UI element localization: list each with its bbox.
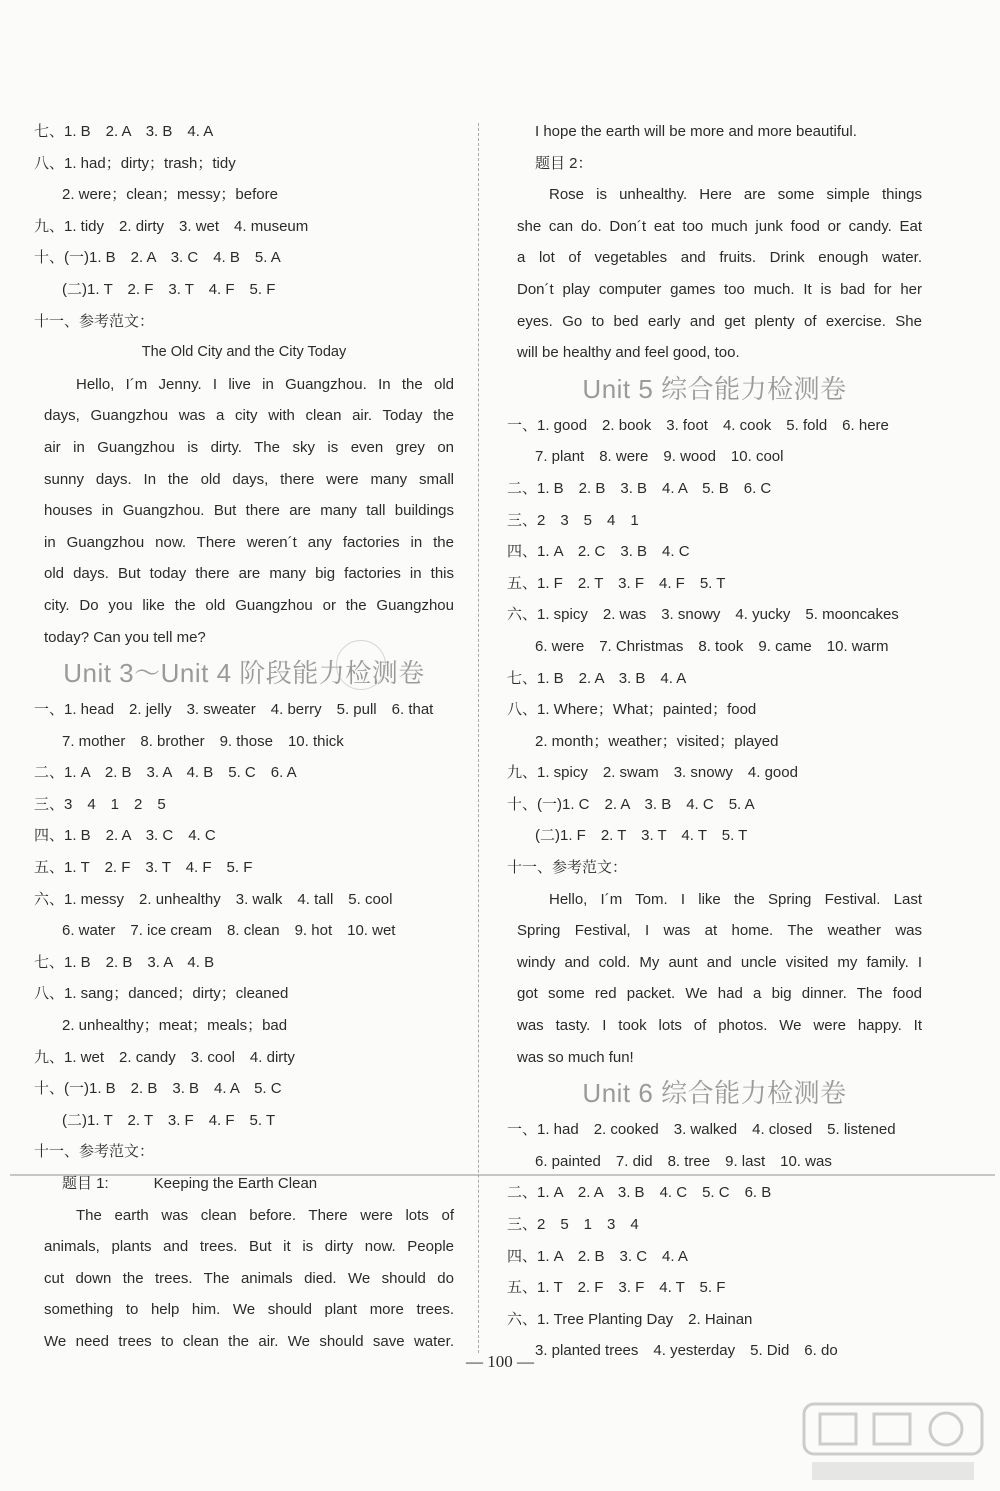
answer-line: 2. unhealthy；meat；meals；bad bbox=[62, 1017, 288, 1035]
answer-line: 四、1. A 2. B 3. C 4. A bbox=[507, 1247, 688, 1265]
answer-line: 一、1. good 2. book 3. foot 4. cook 5. fold 6. here bbox=[507, 416, 889, 434]
answer-line: 6. were 7. Christmas 8. took 9. came 10. warm bbox=[535, 637, 889, 655]
section-heading: Unit 3～Unit 4 阶段能力检测卷 bbox=[63, 658, 425, 689]
answer-line: I hope the earth will be more and more beautiful. bbox=[535, 123, 857, 140]
section-heading: Unit 5 综合能力检测卷 bbox=[582, 373, 847, 404]
answer-line: 七、1. B 2. B 3. A 4. B bbox=[34, 953, 215, 971]
right-column bbox=[507, 116, 922, 1367]
answer-line: 三、2 3 5 4 1 bbox=[507, 511, 639, 529]
essay-paragraph bbox=[34, 1200, 454, 1358]
answer-line: 十、(一)1. C 2. A 3. B 4. C 5. A bbox=[507, 795, 755, 813]
paragraph-line: animals, plants and trees. But it is dirty now. People bbox=[44, 1238, 454, 1256]
column-divider bbox=[478, 123, 479, 1353]
answer-line: 题目 1: Keeping the Earth Clean bbox=[62, 1175, 318, 1192]
essay-paragraph bbox=[34, 369, 454, 653]
answer-line: (二)1. T 2. T 3. F 4. F 5. T bbox=[62, 1111, 276, 1129]
paragraph-line: air in Guangzhou is dirty. The sky is even grey on bbox=[44, 438, 454, 456]
paragraph-line: We need trees to clean the air. We should save water. bbox=[44, 1332, 454, 1350]
answer-line: 十、(一)1. B 2. B 3. B 4. A 5. C bbox=[34, 1080, 282, 1098]
paragraph-line: Don´t play computer games too much. It is bad for her bbox=[517, 280, 922, 298]
answer-line: 九、1. tidy 2. dirty 3. wet 4. museum bbox=[34, 217, 309, 235]
paragraph-line: sunny days. In the old days, there were many small bbox=[44, 470, 454, 488]
paragraph-line: was tasty. I took lots of photos. We were happy. It bbox=[517, 1017, 922, 1035]
answer-line: 六、1. messy 2. unhealthy 3. walk 4. tall 5. cool bbox=[34, 890, 393, 908]
paragraph-line: Rose is unhealthy. Here are some simple things bbox=[549, 186, 922, 204]
answer-line: 一、1. had 2. cooked 3. walked 4. closed 5. listened bbox=[507, 1121, 896, 1139]
paragraph-line: she can do. Don´t eat too much junk food or candy. Eat bbox=[517, 217, 922, 235]
paragraph-line: got some red packet. We had a big dinner. The food bbox=[517, 985, 922, 1003]
answer-line: 二、1. B 2. B 3. B 4. A 5. B 6. C bbox=[507, 479, 772, 497]
answer-line: 三、3 4 1 2 5 bbox=[34, 795, 166, 813]
answer-line: 2. month；weather；visited；played bbox=[535, 732, 779, 750]
answer-line: 二、1. A 2. A 3. B 4. C 5. C 6. B bbox=[507, 1184, 772, 1202]
page-number: — 100 — bbox=[466, 1352, 534, 1371]
left-column bbox=[34, 116, 454, 1358]
paragraph-line: city. Do you like the old Guangzhou or the Guangzhou bbox=[44, 596, 454, 614]
answer-line: 3. planted trees 4. yesterday 5. Did 6. do bbox=[535, 1342, 838, 1360]
answer-line: 五、1. T 2. F 3. T 4. F 5. F bbox=[34, 859, 253, 877]
answer-line: 五、1. F 2. T 3. F 4. F 5. T bbox=[507, 574, 726, 592]
paragraph-line: was so much fun! bbox=[517, 1048, 634, 1066]
answer-line: 三、2 5 1 3 4 bbox=[507, 1216, 639, 1233]
essay-paragraph bbox=[507, 884, 922, 1074]
paragraph-line: cut down the trees. The animals died. We should do bbox=[44, 1269, 454, 1287]
answer-line: 六、1. spicy 2. was 3. snowy 4. yucky 5. mooncakes bbox=[507, 606, 899, 624]
answer-line: 六、1. Tree Planting Day 2. Hainan bbox=[507, 1310, 753, 1328]
answer-line: 五、1. T 2. F 3. F 4. T 5. F bbox=[507, 1279, 726, 1297]
answer-line: 八、1. had；dirty；trash；tidy bbox=[34, 154, 236, 172]
answer-line: 二、1. A 2. B 3. A 4. B 5. C 6. A bbox=[34, 764, 297, 782]
watermark-logo bbox=[798, 1400, 988, 1490]
answer-line: 四、1. B 2. A 3. C 4. C bbox=[34, 827, 216, 845]
answer-line: 九、1. spicy 2. swam 3. snowy 4. good bbox=[507, 764, 798, 782]
answer-line: 八、1. sang；danced；dirty；cleaned bbox=[34, 985, 289, 1003]
answer-line: 6. painted 7. did 8. tree 9. last 10. was bbox=[535, 1152, 832, 1170]
answer-line: 题目 2： bbox=[535, 154, 593, 172]
paragraph-line: will be healthy and feel good, too. bbox=[517, 344, 740, 362]
answer-line: 一、1. head 2. jelly 3. sweater 4. berry 5. pull 6. that bbox=[34, 701, 434, 719]
answer-line: 6. water 7. ice cream 8. clean 9. hot 10. wet bbox=[62, 922, 396, 940]
answer-line: 七、1. B 2. A 3. B 4. A bbox=[507, 669, 687, 687]
answer-line: 四、1. A 2. C 3. B 4. C bbox=[507, 543, 690, 561]
paragraph-line: old days. But today there are many big factories in this bbox=[44, 565, 454, 583]
paragraph-line: in Guangzhou now. There weren´t any factories in the bbox=[44, 533, 454, 551]
answer-line: 十、(一)1. B 2. A 3. C 4. B 5. A bbox=[34, 249, 281, 267]
paragraph-line: Spring Festival, I was at home. The weather was bbox=[517, 922, 922, 940]
answer-line: 2. were；clean；messy；before bbox=[62, 186, 278, 204]
answer-line: 7. mother 8. brother 9. those 10. thick bbox=[62, 732, 344, 750]
paragraph-line: Hello, I´m Tom. I like the Spring Festival. Last bbox=[549, 890, 922, 908]
paragraph-line: The earth was clean before. There were lots of bbox=[76, 1206, 454, 1224]
paragraph-line: eyes. Go to bed early and get plenty of exercise. She bbox=[517, 312, 922, 330]
paragraph-line: something to help him. We should plant more trees. bbox=[44, 1301, 454, 1319]
paragraph-line: days, Guangzhou was a city with clean air. Today the bbox=[44, 407, 454, 425]
paragraph-line: windy and cold. My aunt and uncle visited my family. I bbox=[517, 953, 922, 971]
answer-line: 7. plant 8. were 9. wood 10. cool bbox=[535, 448, 784, 466]
answer-line: 九、1. wet 2. candy 3. cool 4. dirty bbox=[34, 1048, 295, 1066]
paragraph-line: houses in Guangzhou. But there are many tall buildings bbox=[44, 502, 454, 520]
answer-line: 十一、参考范文： bbox=[507, 859, 628, 877]
essay-title: The Old City and the City Today bbox=[141, 344, 347, 361]
paragraph-line: a lot of vegetables and fruits. Drink enough water. bbox=[517, 249, 922, 267]
answer-line: 十一、参考范文： bbox=[34, 312, 155, 330]
answer-line: 七、1. B 2. A 3. B 4. A bbox=[34, 123, 214, 140]
answer-line: 八、1. Where；What；painted；food bbox=[507, 701, 757, 719]
paragraph-line: Hello, I´m Jenny. I live in Guangzhou. In the old bbox=[76, 375, 454, 393]
answer-line: 十一、参考范文： bbox=[34, 1143, 155, 1161]
answer-line: (二)1. T 2. F 3. T 4. F 5. F bbox=[62, 280, 276, 298]
section-heading: Unit 6 综合能力检测卷 bbox=[582, 1078, 847, 1109]
answer-line: (二)1. F 2. T 3. T 4. T 5. T bbox=[535, 827, 748, 845]
essay-paragraph bbox=[507, 179, 922, 369]
paragraph-line: today? Can you tell me? bbox=[44, 628, 206, 646]
